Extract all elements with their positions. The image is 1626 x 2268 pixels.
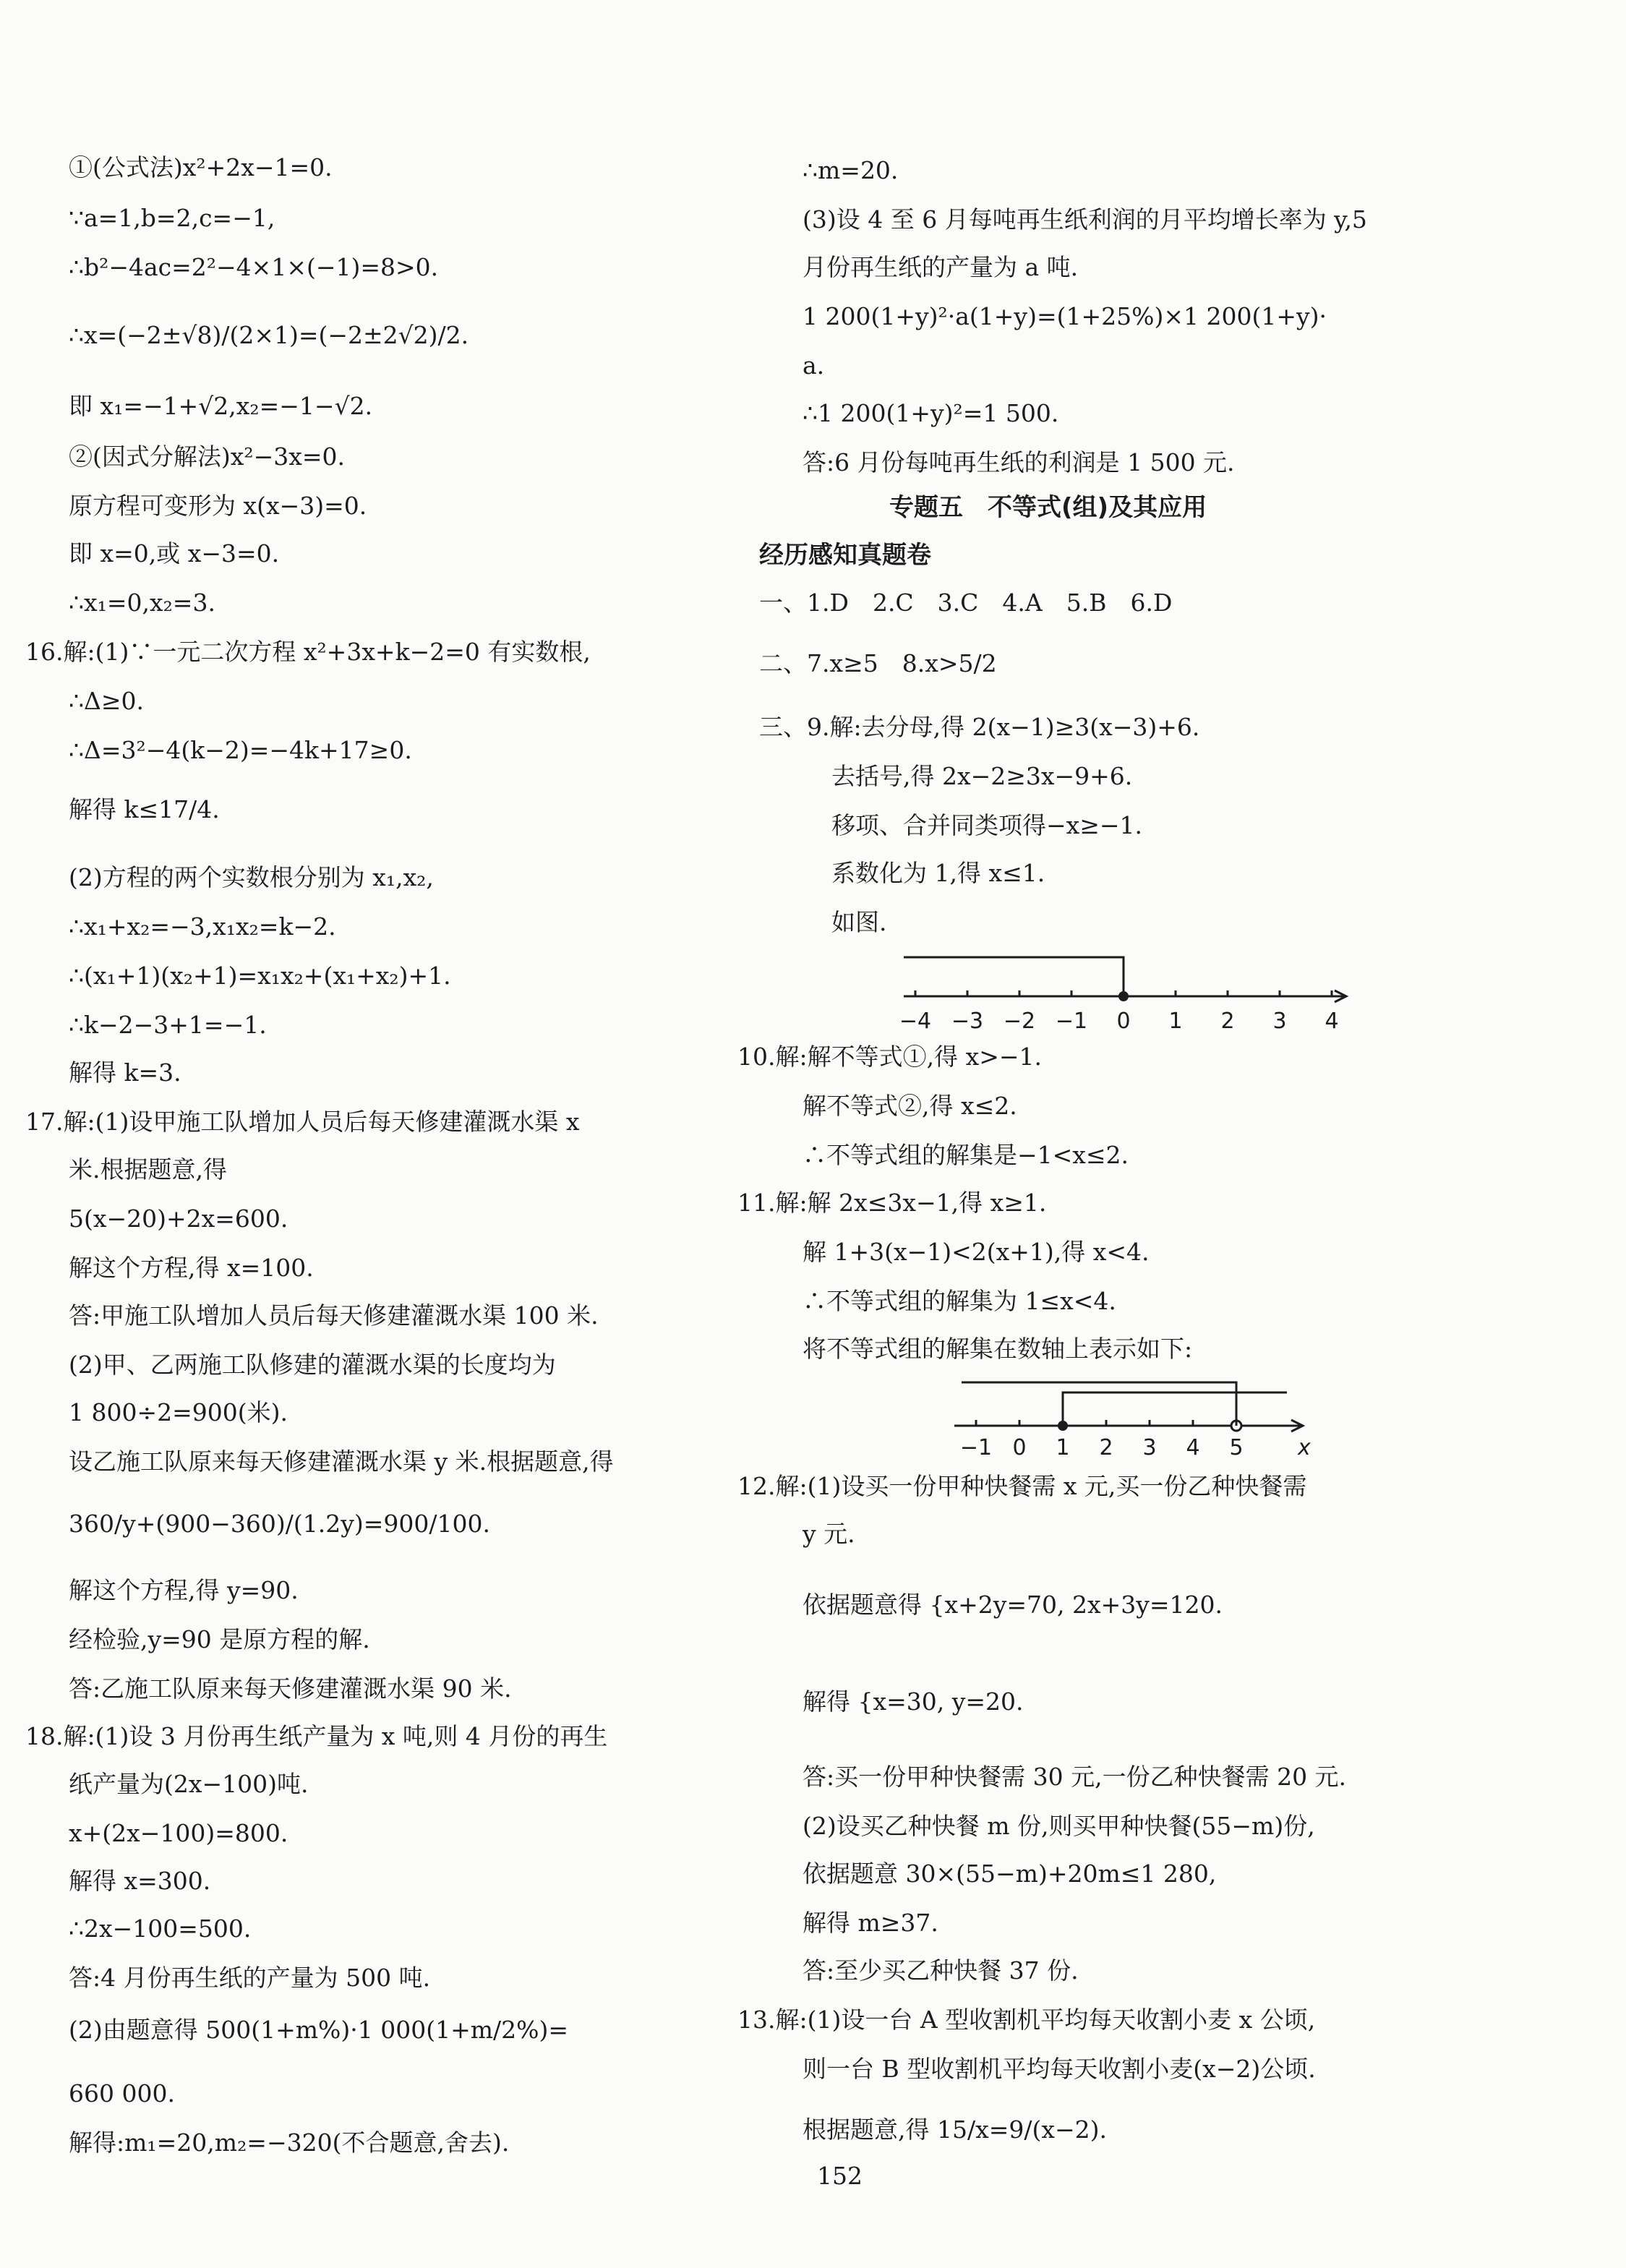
line: ∴x=(−2±√8)/(2×1)=(−2±2√2)/2. — [69, 321, 469, 349]
line: 依据题意 30×(55−m)+20m≤1 280, — [803, 1860, 1217, 1888]
line: ∴(x₁+1)(x₂+1)=x₁x₂+(x₁+x₂)+1. — [69, 962, 451, 990]
tick-label: −1 — [1055, 1009, 1088, 1034]
line: 一、1.D 2.C 3.C 4.A 5.B 6.D — [759, 589, 1173, 617]
solution-ray — [904, 957, 1124, 996]
line: 系数化为 1,得 x≤1. — [831, 859, 1045, 887]
line: 解这个方程,得 y=90. — [69, 1576, 299, 1604]
line: x+(2x−100)=800. — [69, 1819, 288, 1847]
line: 解这个方程,得 x=100. — [69, 1254, 314, 1282]
line: 即 x₁=−1+√2,x₂=−1−√2. — [69, 392, 373, 420]
tick-label: 4 — [1325, 1009, 1339, 1034]
line: ∴x₁+x₂=−3,x₁x₂=k−2. — [69, 912, 336, 941]
line: (3)设 4 至 6 月每吨再生纸利润的月平均增长率为 y,5 — [803, 205, 1367, 234]
line: 月份再生纸的产量为 a 吨. — [803, 253, 1079, 281]
line: 解得 k=3. — [69, 1058, 181, 1087]
line: ①(公式法)x²+2x−1=0. — [69, 153, 333, 181]
line: 解得 m≥37. — [803, 1909, 938, 1937]
line: 解得 k≤17/4. — [69, 795, 220, 823]
tick-label: −3 — [951, 1009, 984, 1034]
upper-ray-x-ge-1 — [1063, 1392, 1287, 1426]
line: 11.解:解 2x≤3x−1,得 x≥1. — [737, 1189, 1047, 1217]
line: 如图. — [831, 908, 887, 936]
line: 解得 {x=30, y=20. — [803, 1687, 1024, 1716]
line: ∴Δ=3²−4(k−2)=−4k+17≥0. — [69, 736, 412, 764]
line: 解得 x=300. — [69, 1867, 211, 1895]
line: (2)甲、乙两施工队修建的灌溉水渠的长度均为 — [69, 1351, 556, 1379]
line: 解 1+3(x−1)<2(x+1),得 x<4. — [803, 1238, 1150, 1266]
line: 10.解:解不等式①,得 x>−1. — [737, 1043, 1042, 1071]
line: 二、7.x≥5 8.x>5/2 — [759, 649, 997, 677]
tick-label: 0 — [1116, 1009, 1131, 1034]
line: ∴不等式组的解集是−1<x≤2. — [803, 1141, 1129, 1169]
line: 即 x=0,或 x−3=0. — [69, 539, 280, 568]
line: 答:买一份甲种快餐需 30 元,一份乙种快餐需 20 元. — [803, 1763, 1347, 1791]
tick-label: 4 — [1186, 1435, 1200, 1460]
line: 12.解:(1)设买一份甲种快餐需 x 元,买一份乙种快餐需 — [737, 1472, 1307, 1500]
line: ∴1 200(1+y)²=1 500. — [803, 399, 1059, 427]
tick-label: −4 — [899, 1009, 932, 1034]
line: ∴2x−100=500. — [69, 1914, 252, 1943]
tick-label: 3 — [1142, 1435, 1157, 1460]
line: 原方程可变形为 x(x−3)=0. — [69, 492, 367, 520]
line: 17.解:(1)设甲施工队增加人员后每天修建灌溉水渠 x — [25, 1108, 580, 1136]
number-line-solution-x-le-1 — [899, 947, 1366, 1034]
line: 答:乙施工队原来每天修建灌溉水渠 90 米. — [69, 1674, 512, 1703]
axis-variable: x — [1298, 1435, 1311, 1460]
line: 360/y+(900−360)/(1.2y)=900/100. — [69, 1510, 490, 1538]
tick-label: 2 — [1099, 1435, 1113, 1460]
line: 移项、合并同类项得−x≥−1. — [831, 811, 1143, 839]
line: 三、9.解:去分母,得 2(x−1)≥3(x−3)+6. — [759, 713, 1200, 741]
tick-label: 5 — [1229, 1435, 1244, 1460]
number-line-solution-1-le-x-lt-4 — [954, 1374, 1330, 1460]
line: 660 000. — [69, 2079, 175, 2107]
line: 纸产量为(2x−100)吨. — [69, 1770, 309, 1798]
line: 答:甲施工队增加人员后每天修建灌溉水渠 100 米. — [69, 1301, 599, 1330]
tick-label: 2 — [1220, 1009, 1235, 1034]
line: y 元. — [803, 1520, 855, 1548]
line: 依据题意得 {x+2y=70, 2x+3y=120. — [803, 1591, 1223, 1619]
line: a. — [803, 351, 825, 380]
line: 1 800÷2=900(米). — [69, 1398, 288, 1426]
section-title: 专题五 不等式(组)及其应用 — [889, 493, 1207, 522]
tick-label: 1 — [1168, 1009, 1183, 1034]
tick-label: 1 — [1056, 1435, 1070, 1460]
line: (2)方程的两个实数根分别为 x₁,x₂, — [69, 863, 434, 891]
line: 将不等式组的解集在数轴上表示如下: — [803, 1335, 1193, 1363]
line: 18.解:(1)设 3 月份再生纸产量为 x 吨,则 4 月份的再生 — [25, 1722, 608, 1750]
tick-label: −2 — [1003, 1009, 1036, 1034]
subsection-title: 经历感知真题卷 — [759, 541, 931, 570]
line: ②(因式分解法)x²−3x=0. — [69, 442, 345, 471]
line: 5(x−20)+2x=600. — [69, 1204, 288, 1233]
line: 解得:m₁=20,m₂=−320(不合题意,舍去). — [69, 2128, 510, 2157]
line: ∴k−2−3+1=−1. — [69, 1011, 267, 1039]
line: 16.解:(1)∵一元二次方程 x²+3x+k−2=0 有实数根, — [25, 638, 591, 666]
line: 去括号,得 2x−2≥3x−9+6. — [831, 762, 1133, 790]
line: ∵a=1,b=2,c=−1, — [69, 204, 275, 232]
line: 答:至少买乙种快餐 37 份. — [803, 1956, 1079, 1985]
line: 解不等式②,得 x≤2. — [803, 1092, 1017, 1120]
line: ∴x₁=0,x₂=3. — [69, 589, 215, 617]
tick-label: −1 — [959, 1435, 993, 1460]
line: ∴m=20. — [803, 156, 899, 184]
line: 13.解:(1)设一台 A 型收割机平均每天收割小麦 x 公顷, — [737, 2006, 1316, 2034]
line: (2)设买乙种快餐 m 份,则买甲种快餐(55−m)份, — [803, 1812, 1315, 1840]
line: 答:4 月份再生纸的产量为 500 吨. — [69, 1964, 431, 1992]
line: 经检验,y=90 是原方程的解. — [69, 1625, 370, 1653]
upper-ray-x-lt-4 — [962, 1382, 1236, 1426]
line: 设乙施工队原来每天修建灌溉水渠 y 米.根据题意,得 — [69, 1447, 614, 1476]
line: 1 200(1+y)²·a(1+y)=(1+25%)×1 200(1+y)· — [803, 302, 1327, 330]
page-number: 152 — [817, 2162, 863, 2190]
line: (2)由题意得 500(1+m%)·1 000(1+m/2%)= — [69, 2016, 569, 2044]
line: 根据题意,得 15/x=9/(x−2). — [803, 2115, 1107, 2144]
line: 米.根据题意,得 — [69, 1155, 227, 1184]
line: 答:6 月份每吨再生纸的利润是 1 500 元. — [803, 448, 1235, 476]
line: ∴b²−4ac=2²−4×1×(−1)=8>0. — [69, 253, 439, 281]
line: 则一台 B 型收割机平均每天收割小麦(x−2)公顷. — [803, 2055, 1316, 2083]
line: ∴Δ≥0. — [69, 687, 144, 715]
tick-label: 0 — [1012, 1435, 1027, 1460]
line: ∴不等式组的解集为 1≤x<4. — [803, 1287, 1116, 1315]
tick-label: 3 — [1272, 1009, 1287, 1034]
